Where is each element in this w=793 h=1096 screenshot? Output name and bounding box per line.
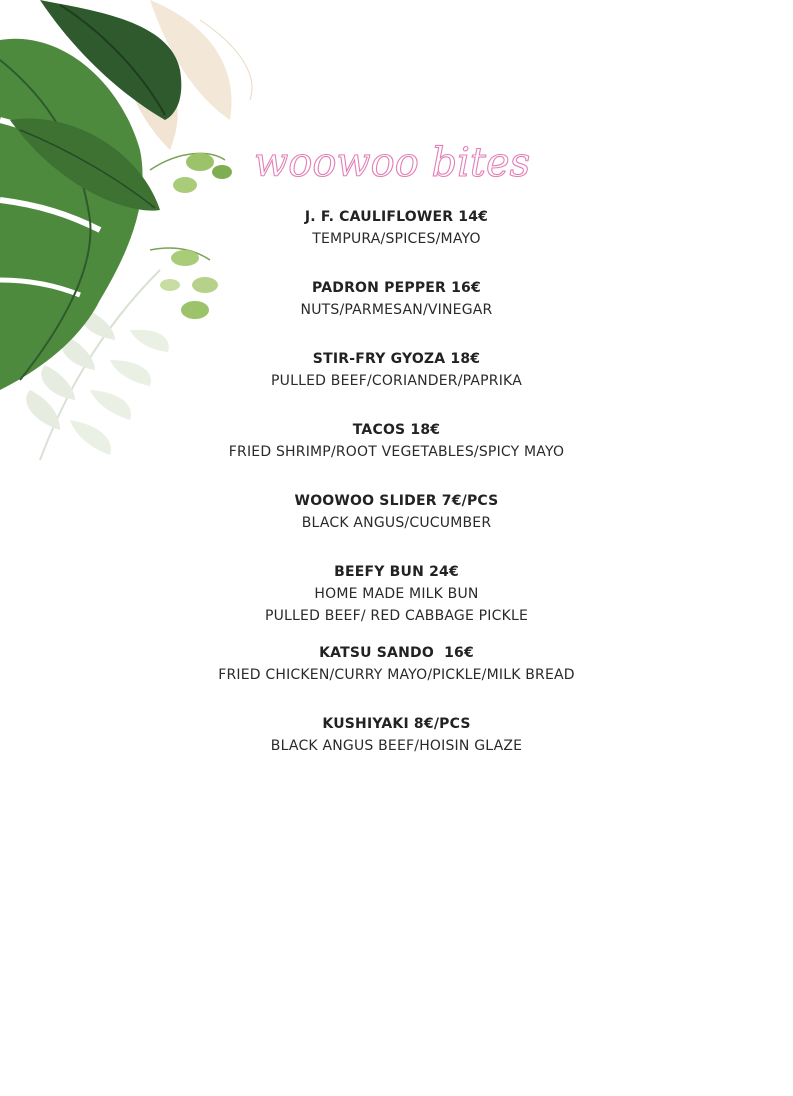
item-description: BLACK ANGUS BEEF/HOISIN GLAZE (270, 738, 523, 754)
item-description: FRIED SHRIMP/ROOT VEGETABLES/SPICY MAYO (228, 444, 565, 460)
menu-item (0, 419, 793, 463)
item-name: KATSU SANDO 16€ (319, 645, 474, 661)
item-name: TACOS 18€ (352, 422, 441, 438)
item-description: BLACK ANGUS/CUCUMBER (301, 515, 492, 531)
menu-item (0, 206, 793, 250)
menu-item (0, 277, 793, 321)
item-description: FRIED CHICKEN/CURRY MAYO/PICKLE/MILK BREAD (218, 667, 575, 683)
item-name: KUSHIYAKI 8€/PCS (322, 716, 471, 732)
item-name: STIR-FRY GYOZA 18€ (312, 351, 481, 367)
menu-item (0, 348, 793, 392)
svg-text:woowoo bites: woowoo bites (254, 140, 531, 186)
menu-title (252, 138, 562, 188)
menu-item (0, 490, 793, 534)
item-description: TEMPURA/SPICES/MAYO (312, 231, 481, 247)
item-description: PULLED BEEF/CORIANDER/PAPRIKA (271, 373, 522, 389)
item-name: PADRON PEPPER 16€ (312, 280, 481, 296)
menu-list (0, 206, 793, 757)
item-name: J. F. CAULIFLOWER 14€ (304, 209, 489, 225)
menu-item (0, 561, 793, 627)
item-description: PULLED BEEF/ RED CABBAGE PICKLE (264, 608, 529, 624)
menu-item (0, 642, 793, 686)
item-name: WOOWOO SLIDER 7€/PCS (294, 493, 499, 509)
item-name: BEEFY BUN 24€ (334, 564, 459, 580)
menu-item (0, 713, 793, 757)
item-description: NUTS/PARMESAN/VINEGAR (300, 302, 493, 318)
item-description: HOME MADE MILK BUN (314, 586, 479, 602)
